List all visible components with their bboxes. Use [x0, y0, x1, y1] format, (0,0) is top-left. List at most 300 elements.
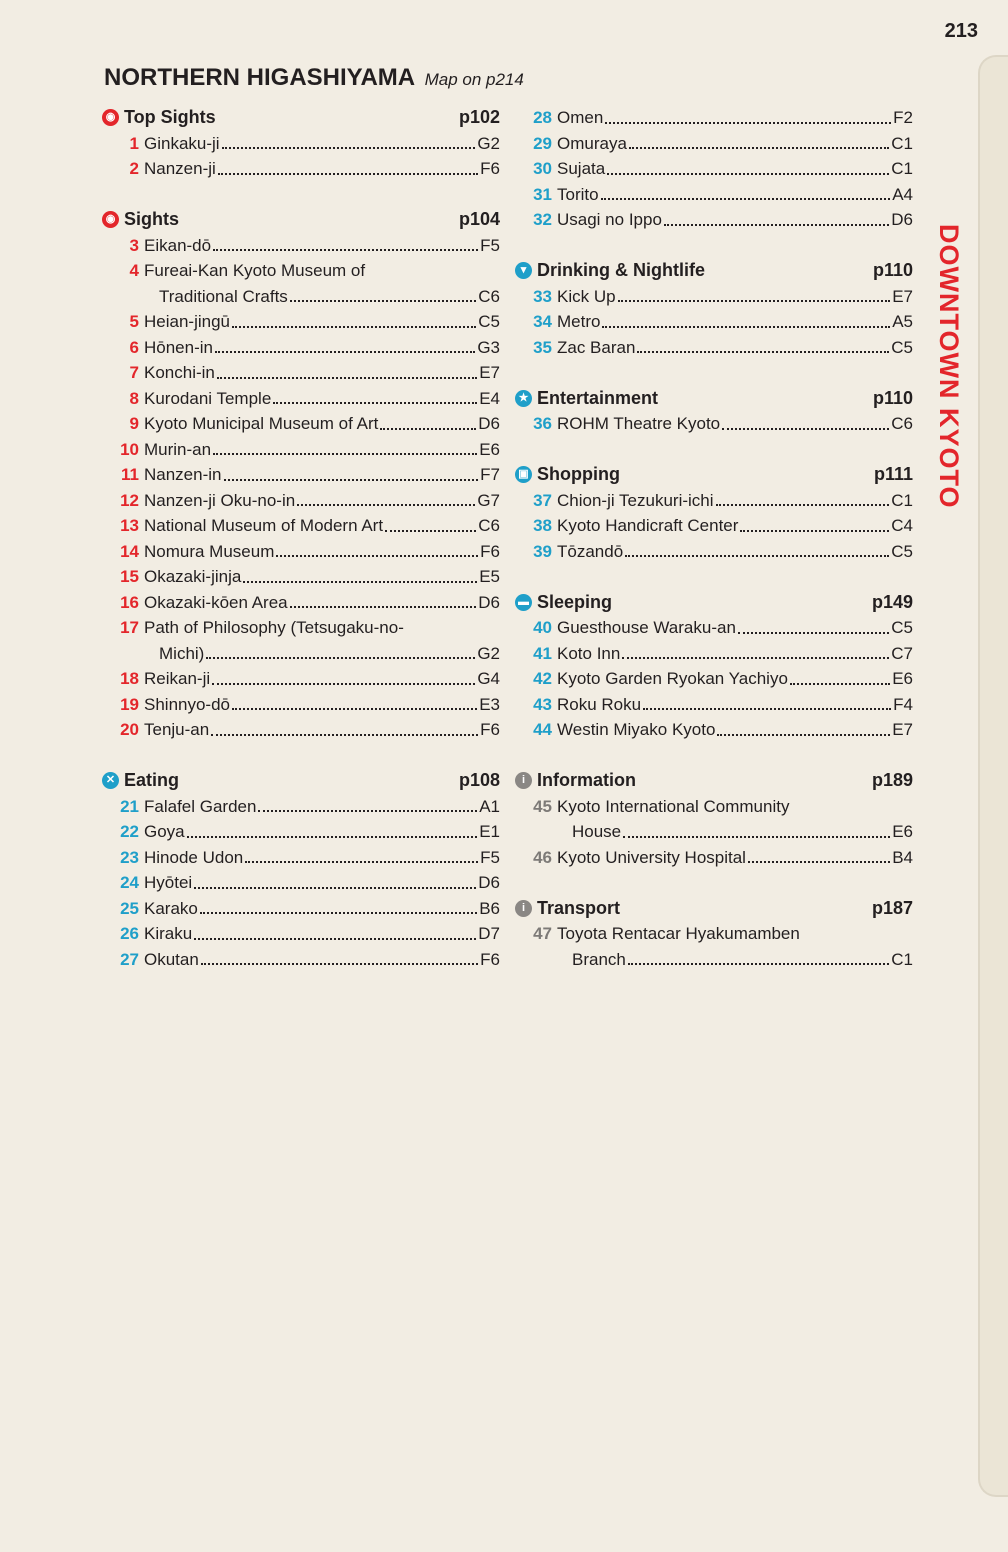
index-entry: [515, 692, 913, 718]
entry-body: [144, 947, 500, 973]
index-entry: [102, 666, 500, 692]
index-entry: [102, 896, 500, 922]
map-grid-ref: E4: [479, 388, 500, 408]
entry-number: 26: [120, 924, 139, 943]
entry-name: Heian-jingū: [144, 312, 230, 331]
section-title: Entertainment: [537, 387, 659, 408]
entry-line: [557, 641, 913, 667]
dot-leader: [297, 488, 475, 507]
index-entry: [102, 692, 500, 718]
section-page-ref: p110: [872, 387, 913, 408]
entry-line: [557, 182, 913, 208]
dot-leader: [618, 284, 891, 303]
entry-number: 38: [533, 516, 552, 535]
index-entry: [102, 564, 500, 590]
section-header: [515, 258, 913, 284]
entry-line: [144, 717, 500, 743]
entry-name: Kurodani Temple: [144, 388, 272, 408]
entry-number: 25: [120, 898, 139, 918]
entry-name: Okutan: [144, 949, 199, 969]
entry-body: [557, 666, 913, 692]
entry-body: [557, 692, 913, 718]
entry-line: [144, 794, 500, 820]
index-entry: [102, 590, 500, 616]
map-grid-ref: E6: [479, 439, 500, 459]
index-entry: [102, 717, 500, 743]
entry-body: [557, 921, 913, 972]
entry-number: 41: [533, 643, 552, 663]
map-grid-ref: G3: [477, 337, 500, 357]
entry-line: [557, 717, 913, 743]
entry-line: [144, 462, 500, 488]
entry-body: [144, 921, 500, 947]
dot-leader: [211, 717, 478, 736]
index-entry: [515, 411, 913, 437]
entry-body: [557, 335, 913, 361]
map-grid-ref: D7: [478, 924, 500, 943]
entry-number: 1: [129, 133, 139, 153]
map-grid-ref: F4: [893, 694, 913, 714]
entry-body: [144, 411, 500, 437]
entry-line: [144, 870, 500, 896]
dot-leader: [222, 131, 476, 150]
dot-leader: [602, 309, 890, 328]
map-grid-ref: C1: [891, 949, 913, 969]
dot-leader: [622, 641, 889, 660]
entry-name: Koto Inn: [557, 643, 621, 663]
entry-body: [144, 794, 500, 820]
entry-name: Torito: [557, 184, 599, 204]
map-grid-ref: C6: [478, 286, 500, 306]
entry-line: [144, 309, 500, 335]
index-entry: [515, 309, 913, 335]
entry-body: [144, 258, 500, 309]
index-entry: [515, 105, 913, 131]
map-grid-ref: F6: [480, 159, 500, 178]
entry-body: [144, 360, 500, 386]
section-header: [102, 105, 500, 131]
entry-number: 20: [120, 720, 139, 739]
map-grid-ref: C5: [478, 312, 500, 331]
entry-name: Kyoto University Hospital: [557, 847, 746, 867]
index-entry: [515, 641, 913, 667]
section-title: Information: [537, 770, 636, 791]
entry-number: 47: [533, 924, 552, 943]
entry-name: Tōzandō: [557, 541, 624, 561]
entry-number: 6: [129, 337, 139, 357]
index-entry: [515, 845, 913, 871]
dot-leader: [213, 233, 478, 252]
entry-number: 43: [533, 694, 552, 714]
entry-line: [144, 131, 500, 157]
entry-body: [557, 182, 913, 208]
entry-number: 45: [533, 796, 552, 816]
bed-icon: ▬: [515, 594, 532, 611]
index-entry: [515, 794, 913, 845]
entry-line: [144, 590, 500, 616]
entry-line: [144, 488, 500, 514]
dot-leader: [738, 615, 889, 634]
entry-line: [557, 921, 913, 947]
entry-name: Toyota Rentacar Hyakumamben: [557, 924, 800, 943]
map-grid-ref: C5: [891, 618, 913, 637]
map-grid-ref: G2: [477, 133, 500, 153]
entry-body: [557, 411, 913, 437]
entry-number: 27: [120, 949, 139, 969]
index-entry: [102, 870, 500, 896]
bag-icon: ▣: [515, 466, 532, 483]
index-entry: [102, 513, 500, 539]
map-grid-ref: B4: [892, 847, 913, 867]
entry-body: [557, 513, 913, 539]
map-grid-ref: C6: [891, 414, 913, 433]
entry-name: Hinode Udon: [144, 847, 244, 867]
entry-body: [144, 896, 500, 922]
entry-body: [144, 564, 500, 590]
page-number: 213: [944, 20, 978, 42]
entry-number: 42: [533, 669, 552, 688]
entry-number: 3: [129, 235, 139, 255]
dot-leader: [380, 411, 476, 430]
index-entry: [515, 207, 913, 233]
index-entry: [515, 513, 913, 539]
index-section: [515, 105, 913, 233]
index-entry: [102, 488, 500, 514]
map-grid-ref: C4: [891, 516, 913, 535]
entry-number: 36: [533, 414, 552, 433]
index-entry: [102, 845, 500, 871]
entry-number: 24: [120, 873, 139, 892]
entry-line: [144, 564, 500, 590]
dot-leader: [212, 666, 475, 685]
entry-body: [557, 131, 913, 157]
dot-leader: [218, 156, 478, 175]
entry-line: [144, 335, 500, 361]
dot-leader: [605, 105, 891, 124]
entry-name: Kiraku: [144, 924, 193, 943]
entry-line: [557, 794, 913, 820]
entry-number: 19: [120, 694, 139, 714]
section-title: Drinking & Nightlife: [537, 260, 705, 281]
index-section: [102, 768, 500, 972]
entry-line: [557, 105, 913, 131]
section-page-ref: p149: [871, 591, 913, 612]
entry-body: [144, 615, 500, 666]
entry-number: 33: [533, 286, 552, 306]
map-grid-ref: C5: [891, 541, 913, 561]
entry-line: [144, 360, 500, 386]
section-header: [102, 207, 500, 233]
entry-line: [144, 411, 500, 437]
entry-number: 29: [533, 133, 552, 153]
dot-leader: [206, 641, 475, 660]
entry-name: Kyoto Municipal Museum of Art: [144, 414, 379, 433]
entry-name: Shinnyo-dō: [144, 694, 231, 714]
entry-name: Ginkaku-ji: [144, 133, 220, 153]
entry-number: 40: [533, 618, 552, 637]
index-entry: [102, 411, 500, 437]
page-title: NORTHERN HIGASHIYAMA: [104, 64, 416, 91]
entry-line: [557, 131, 913, 157]
index-entry: [515, 284, 913, 310]
map-grid-ref: F5: [480, 847, 500, 867]
map-grid-ref: E6: [892, 669, 913, 688]
entry-body: [557, 488, 913, 514]
section-title: Eating: [124, 770, 180, 791]
dot-leader: [290, 590, 477, 609]
index-entry: [515, 488, 913, 514]
map-grid-ref: E7: [892, 286, 913, 306]
dot-leader: [740, 513, 889, 532]
dot-leader: [790, 666, 890, 685]
cup-icon: ▾: [515, 262, 532, 279]
side-chapter-title: DOWNTOWN KYOTO: [934, 224, 964, 509]
entry-line: [144, 896, 500, 922]
section-title: Top Sights: [124, 107, 216, 128]
index-entry: [515, 539, 913, 565]
index-column-right: [515, 105, 913, 972]
section-header: [515, 768, 913, 794]
entry-line: [144, 258, 500, 284]
entry-name: Hyōtei: [144, 873, 193, 892]
entry-line: [557, 411, 913, 437]
entry-name: Hōnen-in: [144, 337, 213, 357]
entry-body: [144, 462, 500, 488]
entry-body: [144, 666, 500, 692]
entry-number: 4: [129, 261, 139, 280]
index-section: [515, 768, 913, 870]
index-entry: [102, 258, 500, 309]
entry-name: Goya: [144, 822, 185, 841]
dot-leader: [643, 692, 891, 711]
dot-leader: [290, 284, 476, 303]
entry-number: 37: [533, 490, 552, 510]
section-header: [515, 386, 913, 412]
dot-leader: [717, 717, 890, 736]
entry-number: 30: [533, 159, 552, 178]
map-grid-ref: C6: [478, 516, 500, 535]
dot-leader: [716, 488, 890, 507]
index-entry: [102, 539, 500, 565]
entry-name: Tenju-an: [144, 720, 210, 739]
index-entry: [102, 386, 500, 412]
entry-number: 18: [120, 669, 139, 688]
entry-body: [144, 335, 500, 361]
map-grid-ref: E7: [892, 720, 913, 739]
dot-leader: [607, 156, 889, 175]
index-entry: [102, 335, 500, 361]
entry-line: [557, 947, 913, 973]
map-grid-ref: G4: [477, 669, 500, 688]
entry-number: 16: [120, 592, 139, 612]
entry-name: House: [572, 822, 622, 841]
index-entry: [102, 615, 500, 666]
entry-body: [557, 284, 913, 310]
entry-name: Nanzen-ji: [144, 159, 216, 178]
entry-name: Murin-an: [144, 439, 212, 459]
dot-leader: [187, 819, 478, 838]
info-icon: i: [515, 900, 532, 917]
entry-body: [144, 131, 500, 157]
entry-body: [557, 794, 913, 845]
entry-line: [557, 513, 913, 539]
map-grid-ref: F6: [480, 720, 500, 739]
index-entry: [102, 947, 500, 973]
section-page-ref: p110: [872, 260, 913, 281]
entry-line: [557, 692, 913, 718]
entry-name: National Museum of Modern Art: [144, 516, 384, 535]
side-tab: [978, 55, 1008, 1497]
map-grid-ref: E5: [479, 567, 500, 586]
entry-number: 15: [120, 567, 139, 586]
dot-leader: [664, 207, 889, 226]
dot-leader: [194, 870, 476, 889]
entry-line: [557, 335, 913, 361]
index-column-left: [102, 105, 500, 972]
entry-name: Kyoto Garden Ryokan Yachiyo: [557, 669, 788, 688]
section-page-ref: p108: [458, 770, 500, 791]
dot-leader: [200, 896, 477, 915]
entry-line: [144, 437, 500, 463]
entry-number: 39: [533, 541, 552, 561]
index-section: [102, 207, 500, 743]
map-grid-ref: C1: [891, 133, 913, 153]
entry-number: 34: [533, 312, 552, 331]
entry-line: [144, 513, 500, 539]
section-page-ref: p189: [871, 770, 913, 791]
entry-number: 28: [533, 108, 552, 127]
entry-name: Eikan-dō: [144, 235, 212, 255]
entry-body: [144, 488, 500, 514]
map-grid-ref: F6: [480, 949, 500, 969]
index-entry: [515, 156, 913, 182]
dot-leader: [625, 539, 889, 558]
entry-name: Usagi no Ippo: [557, 210, 662, 229]
entry-body: [144, 386, 500, 412]
index-entry: [102, 233, 500, 259]
entry-body: [557, 641, 913, 667]
dot-leader: [243, 564, 477, 583]
page-heading: [104, 64, 524, 92]
entry-name: Karako: [144, 898, 198, 918]
section-header: [102, 768, 500, 794]
entry-body: [144, 233, 500, 259]
index-section: [515, 462, 913, 564]
entry-body: [144, 539, 500, 565]
index-section: [515, 590, 913, 743]
entry-name: Kyoto International Community: [557, 796, 790, 816]
index-entry: [102, 794, 500, 820]
entry-name: Traditional Crafts: [159, 286, 288, 306]
entry-body: [144, 870, 500, 896]
entry-number: 44: [533, 720, 552, 739]
entry-line: [144, 386, 500, 412]
entry-line: [144, 539, 500, 565]
entry-name: Reikan-ji: [144, 669, 211, 688]
entry-name: Roku Roku: [557, 694, 642, 714]
dot-leader: [215, 335, 475, 354]
entry-line: [144, 845, 500, 871]
index-entry: [515, 182, 913, 208]
entry-number: 10: [120, 439, 139, 459]
entry-body: [557, 717, 913, 743]
entry-body: [144, 513, 500, 539]
entry-body: [557, 156, 913, 182]
entry-line: [557, 819, 913, 845]
entry-name: ROHM Theatre Kyoto: [557, 414, 721, 433]
map-grid-ref: A5: [892, 312, 913, 331]
section-title: Sights: [124, 209, 180, 230]
entry-number: 5: [129, 312, 139, 331]
index-entry: [515, 666, 913, 692]
entry-line: [557, 284, 913, 310]
entry-number: 9: [129, 414, 139, 433]
map-grid-ref: C1: [891, 159, 913, 178]
entry-name: Zac Baran: [557, 337, 636, 357]
section-page-ref: p102: [458, 107, 500, 128]
entry-line: [557, 615, 913, 641]
section-page-ref: p104: [458, 209, 500, 230]
entry-name: Falafel Garden: [144, 796, 257, 816]
dot-leader: [637, 335, 889, 354]
entry-number: 12: [120, 490, 139, 510]
entry-line: [557, 207, 913, 233]
entry-name: Chion-ji Tezukuri-ichi: [557, 490, 714, 510]
map-grid-ref: E1: [479, 822, 500, 841]
map-grid-ref: F7: [480, 465, 500, 484]
entry-name: Nomura Museum: [144, 541, 275, 561]
dot-leader: [629, 131, 889, 150]
entry-number: 46: [533, 847, 552, 867]
index-entry: [515, 615, 913, 641]
entry-body: [557, 105, 913, 131]
entry-body: [144, 156, 500, 182]
index-entry: [102, 156, 500, 182]
entry-line: [557, 156, 913, 182]
entry-line: [144, 692, 500, 718]
entry-name: Branch: [572, 949, 626, 969]
dot-leader: [722, 411, 889, 430]
map-grid-ref: F5: [480, 235, 500, 255]
map-grid-ref: G7: [477, 490, 500, 510]
dot-leader: [748, 845, 890, 864]
index-entry: [515, 717, 913, 743]
section-header: [515, 462, 913, 488]
dot-leader: [258, 794, 477, 813]
map-grid-ref: F2: [893, 108, 913, 127]
index-entry: [515, 921, 913, 972]
entry-number: 11: [121, 465, 139, 484]
entry-body: [557, 539, 913, 565]
map-grid-ref: D6: [478, 414, 500, 433]
index-section: [515, 258, 913, 360]
dot-leader: [194, 921, 476, 940]
index-entry: [515, 335, 913, 361]
dot-leader: [217, 360, 477, 379]
entry-body: [557, 845, 913, 871]
entry-name: Omen: [557, 108, 604, 127]
entry-line: [557, 309, 913, 335]
index-entry: [102, 131, 500, 157]
entry-name: Okazaki-jinja: [144, 567, 242, 586]
map-grid-ref: E3: [479, 694, 500, 714]
index-entry: [102, 437, 500, 463]
section-header: [515, 590, 913, 616]
star-icon: ★: [515, 390, 532, 407]
entry-line: [557, 539, 913, 565]
entry-number: 17: [120, 618, 139, 637]
entry-name: Okazaki-kōen Area: [144, 592, 288, 612]
